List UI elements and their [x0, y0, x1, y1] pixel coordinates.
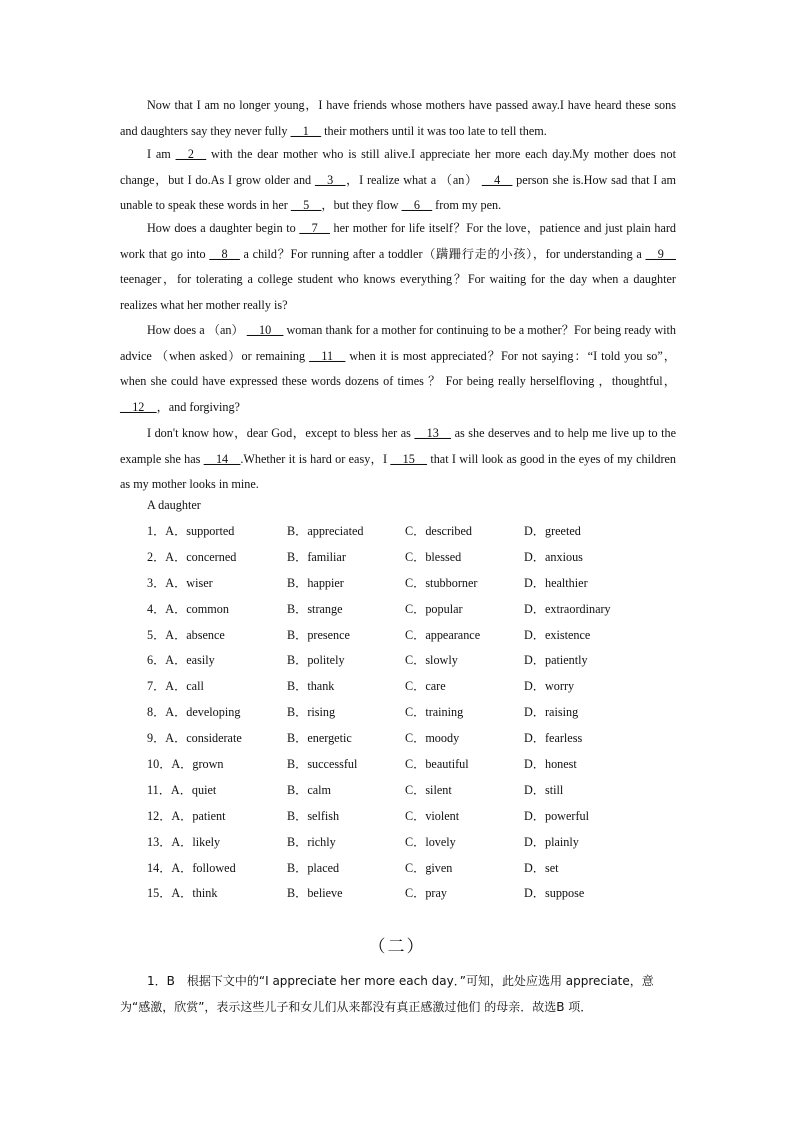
blank-12: __12__	[120, 399, 157, 414]
passage-text: her mother for life itself？For the love，patience and just plain hard work that go into	[120, 221, 677, 261]
option-a: 14．A．followed	[147, 860, 236, 875]
option-b: B．rising	[287, 705, 336, 720]
option-c: C．popular	[405, 601, 463, 616]
option-d: D．extraordinary	[524, 601, 611, 616]
option-a: 11．A．quiet	[147, 782, 217, 797]
option-b: B．happier	[287, 575, 344, 590]
option-d: D．fearless	[524, 731, 583, 746]
passage-text: with the dear mother who is still alive.I appreciate her more each day.My mother does not change，but I do.As I grow older and	[120, 147, 677, 187]
passage-text: I am	[147, 147, 171, 161]
blank-8: __8__	[209, 246, 240, 261]
option-d: D．anxious	[524, 549, 583, 564]
option-b: B．selfish	[287, 808, 340, 823]
option-a: 10．A．grown	[147, 757, 224, 772]
option-c: C．appearance	[405, 627, 481, 642]
option-b: B．politely	[287, 653, 345, 668]
passage-text: until it was too late to tell them.	[391, 123, 547, 138]
blank-10: __10__	[246, 323, 284, 337]
option-d: D．raising	[524, 705, 579, 720]
option-c: C．described	[405, 524, 473, 538]
option-d: D．powerful	[524, 808, 589, 823]
blank-7: __7__	[299, 221, 330, 235]
passage-text: person she is.How sad that I am unable to speak these words in her	[120, 172, 677, 212]
option-b: B．strange	[287, 601, 343, 616]
option-a: 5．A．absence	[147, 627, 225, 642]
passage-text: ，and forgiving?	[156, 399, 240, 414]
paragraph-5	[120, 421, 676, 498]
answer-explanation: 1．B 根据下文中的“I appreciate her more each day．”可知，此处应选用 appreciate，意为“感激，欣赏”，表示这些儿子和女儿们从来都没有真正感激过他们 的母亲．故选B 项．	[120, 974, 654, 1014]
option-d: D．worry	[524, 679, 575, 694]
blank-6: __6__	[401, 198, 433, 212]
paragraph-2	[120, 142, 676, 219]
option-a: 4．A．common	[147, 601, 229, 616]
blank-2: __2__	[175, 147, 207, 161]
option-c: C．given	[405, 860, 453, 875]
passage-text: teenager，for tolerating a college student who knows everything？For waiting for the day when a daughter realizes what her mother really is?	[120, 272, 676, 312]
passage-text: a child？For running after a toddler（蹒跚行走的小孩），for understanding a	[243, 246, 642, 261]
option-a: 15．A．think	[147, 886, 218, 901]
passage-text: ，I realize what a （an）	[345, 172, 479, 187]
option-c: C．blessed	[405, 549, 462, 564]
option-b: B．successful	[287, 757, 358, 772]
option-d: D．still	[524, 782, 564, 797]
paragraph-1	[120, 93, 676, 144]
option-d: D．patiently	[524, 653, 588, 668]
option-c: C．slowly	[405, 653, 458, 668]
option-d: D．plainly	[524, 834, 579, 849]
option-b: B．appreciated	[287, 524, 364, 538]
blank-3: __3__	[314, 172, 346, 187]
section-title: （二）	[368, 937, 426, 957]
option-a: 13．A．likely	[147, 834, 221, 849]
option-b: B．energetic	[287, 731, 352, 746]
option-d: D．honest	[524, 757, 577, 772]
passage-text: woman thank for a mother for continuing to be a mother？For being ready with advice （when asked）or remaining	[120, 323, 677, 363]
option-c: C．violent	[405, 808, 460, 823]
paragraph-3	[120, 216, 676, 318]
option-b: B．familiar	[287, 549, 346, 564]
option-a: 1．A．supported	[147, 524, 235, 538]
option-d: D．set	[524, 860, 559, 875]
option-b: B．calm	[287, 782, 332, 797]
option-d: D．suppose	[524, 886, 585, 901]
passage-text: when it is most appreciated？For not saying：“I told you so”，when she could have expressed these words dozens of times ？ For being really herselfloving ，thoughtful，	[120, 348, 676, 388]
passage-text: their mothers	[324, 123, 389, 138]
blank-1: __1__	[290, 123, 322, 138]
option-c: C．lovely	[405, 834, 456, 849]
option-b: B．thank	[287, 679, 335, 694]
paragraph-4	[120, 318, 676, 420]
passage-text: as she deserves and to help me live up to the example she has	[120, 426, 677, 466]
passage-text: Now that I am no longer young，I have friends whose mothers have passed away.I have heard these sons and daughters say they never fully	[120, 98, 676, 138]
option-a: 2．A．concerned	[147, 549, 237, 564]
option-a: 9．A．considerate	[147, 731, 242, 746]
passage-text: ，but they flow	[321, 198, 399, 212]
option-c: C．care	[405, 679, 446, 694]
option-c: C．moody	[405, 731, 460, 746]
option-c: C．pray	[405, 886, 447, 901]
option-c: C．beautiful	[405, 757, 469, 772]
option-a: 8．A．developing	[147, 705, 241, 720]
option-d: D．existence	[524, 627, 591, 642]
blank-15: __15__	[390, 451, 427, 466]
option-b: B．richly	[287, 834, 336, 849]
option-a: 3．A．wiser	[147, 575, 213, 590]
option-d: D．greeted	[524, 524, 581, 538]
option-b: B．presence	[287, 627, 350, 642]
option-b: B．placed	[287, 860, 340, 875]
blank-4: __4__	[481, 172, 513, 187]
blank-9: __9__	[645, 246, 676, 261]
option-a: 6．A．easily	[147, 653, 215, 668]
blank-11: __11__	[309, 348, 346, 363]
passage-text: How does a （an）	[147, 323, 244, 337]
option-a: 12．A．patient	[147, 808, 226, 823]
blank-5: __5__	[290, 198, 322, 212]
option-a: 7．A．call	[147, 679, 204, 694]
option-d: D．healthier	[524, 575, 588, 590]
option-c: C．training	[405, 705, 464, 720]
passage-text: .Whether it is hard or easy，I	[240, 451, 388, 466]
option-c: C．silent	[405, 782, 452, 797]
option-c: C．stubborner	[405, 575, 478, 590]
blank-14: __14__	[203, 451, 241, 466]
passage-text: from my pen.	[435, 198, 502, 212]
blank-13: __13__	[414, 426, 452, 440]
signature: A daughter	[147, 498, 201, 512]
passage-text: I don't know how，dear God，except to bless her as	[147, 426, 411, 440]
passage-text: that I will look as good in the eyes of my children as my mother looks in mine.	[120, 451, 677, 491]
passage-text: How does a daughter begin to	[147, 221, 296, 235]
option-b: B．believe	[287, 886, 343, 901]
